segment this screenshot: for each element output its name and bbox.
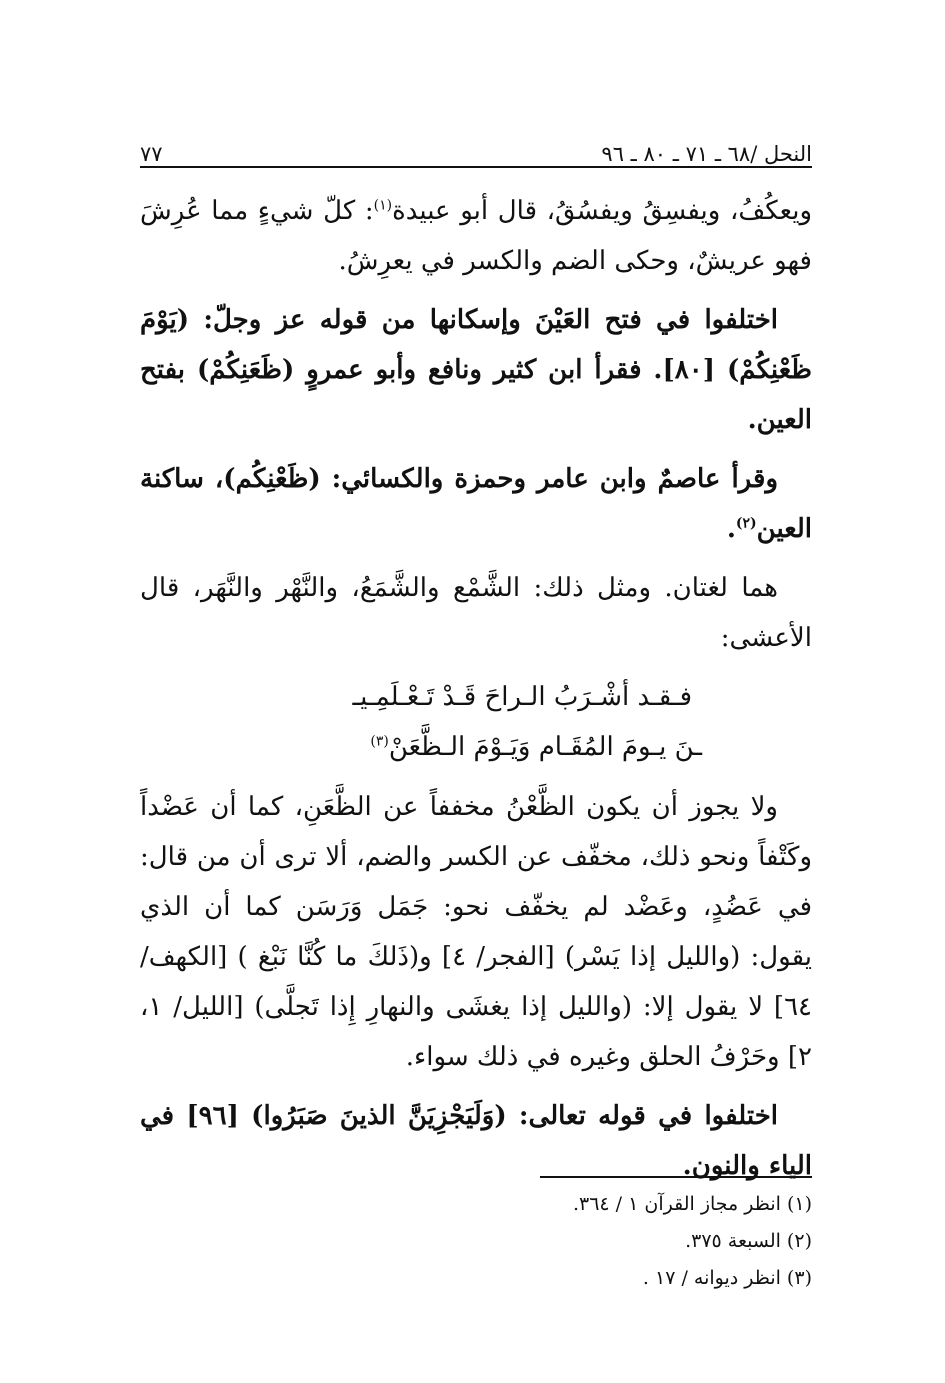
verse-line-1: فـقـد أشْـرَبُ الـراحَ قَـدْ تَـعْـلَمِـيـ bbox=[352, 682, 692, 712]
paragraph-1 bbox=[140, 186, 812, 286]
footnotes bbox=[140, 1186, 812, 1297]
main-text bbox=[140, 186, 812, 1200]
paragraph-3-end: . bbox=[726, 514, 736, 544]
page-number: ٧٧ bbox=[140, 142, 163, 166]
paragraph-3 bbox=[140, 454, 812, 554]
paragraph-1-rest: : كلّ شيءٍ مما عُرِشَ فهو عريشٌ، وحكى الضم والكسر في يعرِشُ. bbox=[140, 196, 812, 276]
footnote-1: (١) انظر مجاز القرآن ١ / ٣٦٤. bbox=[572, 1193, 812, 1215]
footnote-separator bbox=[540, 1176, 812, 1178]
footnote-ref-2[interactable]: (٢) bbox=[735, 515, 757, 532]
verse-line-2-text: ـنَ يـومَ المُقَـام وَيَـوْمَ الـظَّعَنْ bbox=[388, 732, 702, 762]
paragraph-1-text: ويعكُفُ، ويفسِقُ ويفسُقُ، قال أبو عبيدة bbox=[392, 196, 812, 226]
paragraph-4: هما لغتان. ومثل ذلك: الشَّمْع والشَّمَعُ، والنَّهْر والنَّهَر، قال الأعشى: bbox=[140, 573, 812, 653]
paragraph-6: اختلفوا في قوله تعالى: (وَلَيَجْزِيَنَّ الذينَ صَبَرُوا) [٩٦] في الياء والنون. bbox=[140, 1101, 812, 1181]
footnote-ref-3[interactable]: (٣) bbox=[370, 733, 389, 750]
poem-verse bbox=[140, 672, 812, 772]
running-title: النحل /٦٨ ـ ٧١ ـ ٨٠ ـ ٩٦ bbox=[601, 142, 812, 166]
footnote-3: (٣) انظر ديوانه / ١٧ . bbox=[642, 1267, 812, 1289]
footnote-2: (٢) السبعة ٣٧٥. bbox=[685, 1230, 812, 1252]
running-header bbox=[140, 128, 812, 168]
footnote-ref-1[interactable]: (١) bbox=[373, 197, 393, 214]
paragraph-5: ولا يجوز أن يكون الظَّعْنُ مخففاً عن الظَّعَنِ، كما أن عَضْداً وكَتْفاً ونحو ذلك، مخفّف عن الكسر والضم، ألا ترى أن من قال: في عَضُدٍ، وعَضْد لم يخفّف نحو: جَمَل وَرَسَن كما أن الذي يقول: (والليل إذا يَسْر) [الفجر/ ٤] و(ذَلكَ ما كُنَّا نَبْغ ) [الكهف/ ٦٤] لا يقول إلا: (والليل إذا يغشَى والنهارِ إِذا تَجلَّى) [الليل/ ١، ٢] وحَرْفُ الحلق وغيره في ذلك سواء. bbox=[140, 792, 812, 1072]
verse-line-2 bbox=[140, 722, 812, 772]
paragraph-3-text: وقرأ عاصمٌ وابن عامر وحمزة والكسائي: (ظَعْنِكُم)، ساكنة العين bbox=[140, 464, 812, 544]
paragraph-2: اختلفوا في فتح العَيْنَ وإسكانها من قوله عز وجلّ: (يَوْمَ ظَعْنِكُمْ) [٨٠]. فقرأ ابن كثير ونافع وأبو عمروٍ (ظَعَنِكُمْ) بفتح العين. bbox=[140, 305, 813, 435]
